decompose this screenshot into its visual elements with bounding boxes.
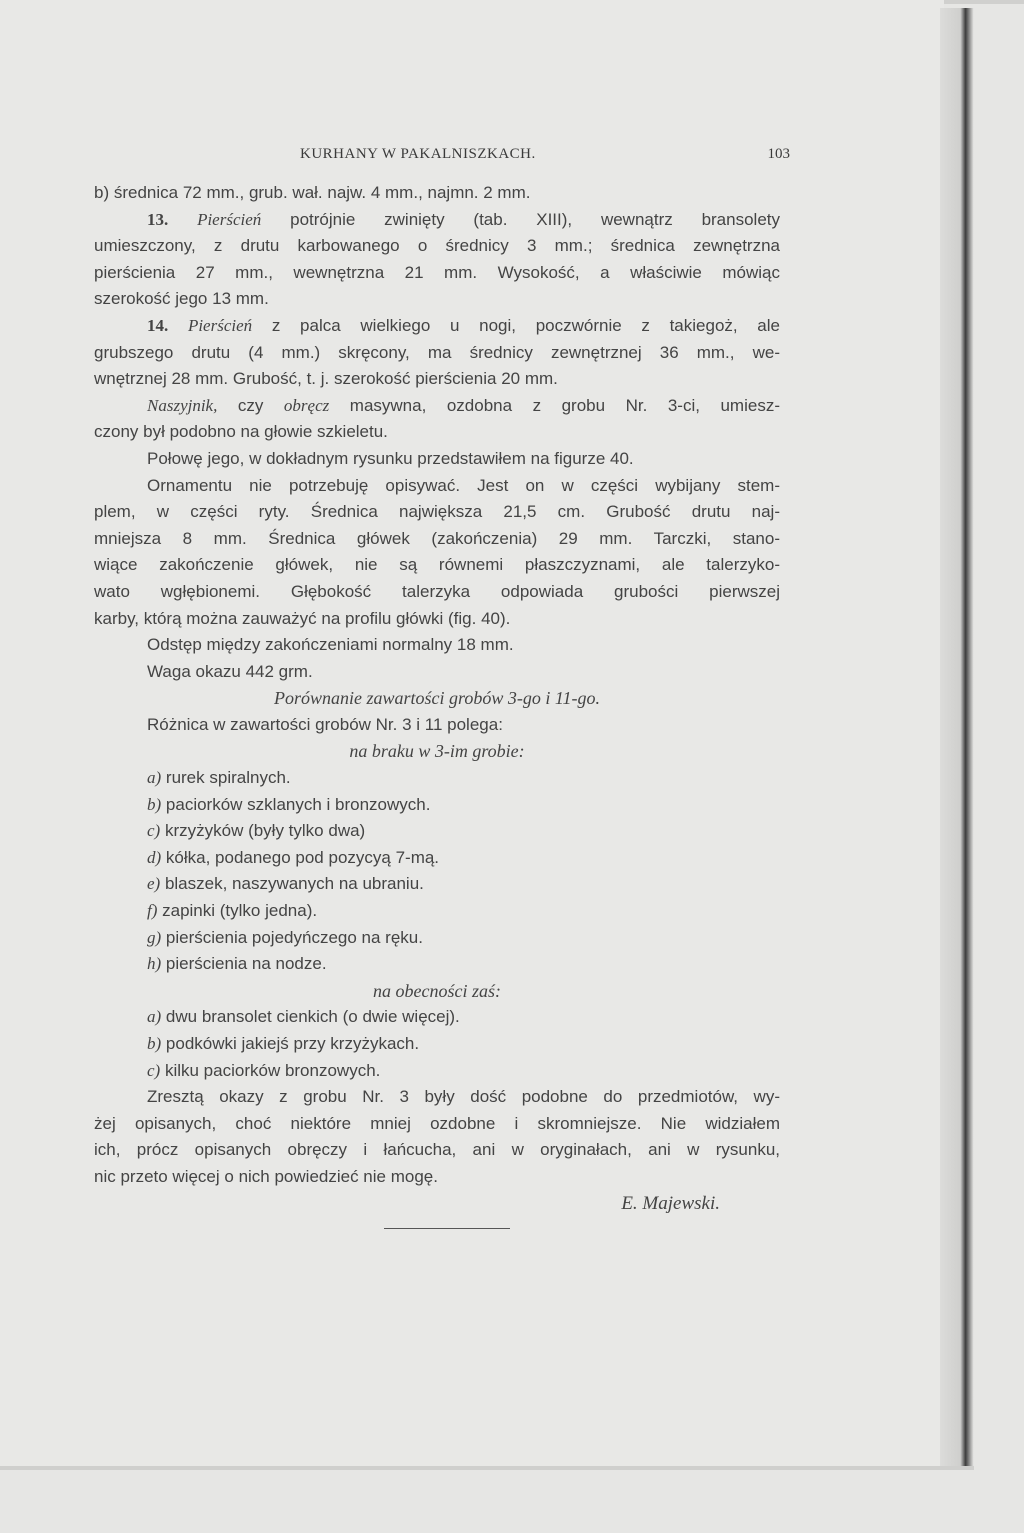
paragraph-text: czy	[237, 395, 264, 415]
item-term: obręcz	[283, 395, 330, 415]
list-item-letter: f)	[147, 901, 158, 921]
list-item-letter: e)	[147, 874, 161, 894]
paragraph-line: Połowę jego, w dokładnym rysunku przedstawiłem na figurze 40.	[147, 448, 634, 468]
list-item-text: krzyżyków (były tylko dwa)	[164, 821, 366, 841]
list-item	[94, 1058, 780, 1085]
list-item-text: pierścienia pojedyńczego na ręku.	[165, 927, 423, 947]
list-item-text: paciorków szklanych i bronzowych.	[165, 794, 431, 814]
paragraph-text: z palca wielkiego u nogi, poczwórnie z takiegoż, ale	[271, 315, 780, 335]
body-text	[94, 180, 780, 1217]
paragraph-line: wato wgłębionemi. Głębokość talerzyka odpowiada grubości pierwszej	[94, 581, 780, 601]
paragraph-line: Odstęp między zakończeniami normalny 18 mm.	[147, 635, 514, 655]
list-item-text: blaszek, naszywanych na ubraniu.	[164, 874, 424, 894]
list-item-letter: c)	[147, 821, 161, 841]
list-item-letter: c)	[147, 1060, 161, 1080]
item-term: Naszyjnik,	[147, 395, 218, 415]
list-item-letter: h)	[147, 954, 162, 974]
list-item	[94, 792, 780, 819]
item-term: Pierścień	[187, 315, 253, 335]
list-item	[94, 1031, 780, 1058]
list-item	[94, 845, 780, 872]
list-item-letter: d)	[147, 847, 162, 867]
page-number: 103	[767, 146, 790, 162]
paragraph-line: b) średnica 72 mm., grub. wał. najw. 4 mm., najmn. 2 mm.	[94, 183, 531, 202]
paragraph-line: żej opisanych, choć niektóre mniej ozdobne i skromniejsze. Nie widziałem	[94, 1113, 780, 1133]
list-item-text: dwu bransolet cienkich (o dwie więcej).	[165, 1007, 460, 1027]
list-item-letter: a)	[147, 768, 162, 788]
list-item	[94, 1004, 780, 1031]
paragraph-line: wiące zakończenie główek, nie są równemi płaszczyznami, ale talerzyko-	[94, 555, 780, 575]
list-item-letter: g)	[147, 927, 162, 947]
paragraph-line: nic przeto więcej o nich powiedzieć nie mogę.	[94, 1166, 438, 1186]
paragraph-line	[94, 207, 780, 234]
list-item-text: kółka, podanego pod pozycyą 7-mą.	[165, 847, 440, 867]
paragraph-text: potrójnie zwinięty (tab. XIII), wewnątrz bransolety	[290, 209, 781, 229]
paragraph-line: Ornamentu nie potrzebuję opisywać. Jest on w części wybijany stem-	[147, 475, 780, 495]
list-item	[94, 765, 780, 792]
paragraph-line: plem, w części ryty. Średnica największa 21,5 cm. Grubość drutu naj-	[94, 502, 780, 522]
list-item-text: podkówki jakiejś przy krzyżykach.	[165, 1034, 420, 1053]
paragraph-line	[94, 393, 780, 420]
list-missing	[94, 765, 780, 978]
page-header	[300, 146, 790, 168]
item-term: Pierścień	[197, 209, 262, 229]
paragraph-line: czony był podobno na głowie szkieletu.	[94, 422, 388, 442]
list-item-text: zapinki (tylko jedna).	[162, 901, 318, 921]
paragraph-text: masywna, ozdobna z grobu Nr. 3-ci, umiesz-	[349, 395, 780, 415]
list-item	[94, 925, 780, 952]
paragraph-line: karby, którą można zauważyć na profilu główki (fig. 40).	[94, 608, 511, 628]
list-item-text: kilku paciorków bronzowych.	[164, 1060, 381, 1080]
paragraph-line: szerokość jego 13 mm.	[94, 289, 269, 309]
item-number: 14.	[147, 315, 169, 335]
list-item-letter: b)	[147, 794, 162, 814]
paragraph-line: wnętrznej 28 mm. Grubość, t. j. szerokość pierścienia 20 mm.	[94, 369, 558, 389]
closing-rule	[384, 1228, 510, 1229]
section-heading: Porównanie zawartości grobów 3-go i 11-go.	[273, 688, 600, 709]
page-bottom-edge	[0, 1466, 974, 1470]
paragraph-line: mniejsza 8 mm. Średnica główek (zakończenia) 29 mm. Tarczki, stano-	[94, 528, 780, 548]
paragraph-line: grubszego drutu (4 mm.) skręcony, ma średnicy zewnętrznej 36 mm., we-	[94, 342, 780, 362]
paragraph-line: Waga okazu 442 grm.	[147, 661, 313, 681]
signature: E. Majewski.	[621, 1192, 720, 1214]
list-present	[94, 1004, 780, 1084]
subheading: na braku w 3-im grobie:	[349, 741, 525, 762]
list-item-letter: b)	[147, 1034, 162, 1053]
paragraph-line: umieszczony, z drutu karbowanego o średnicy 3 mm.; średnica zewnętrzna	[94, 236, 780, 256]
paragraph-line: pierścienia 27 mm., wewnętrzna 21 mm. Wysokość, a właściwie mówiąc	[94, 262, 780, 282]
list-item-text: pierścienia na nodze.	[165, 954, 327, 974]
page-gutter-shadow	[940, 8, 974, 1468]
list-item	[94, 951, 780, 978]
list-item	[94, 871, 780, 898]
paragraph-line: Zresztą okazy z grobu Nr. 3 były dość podobne do przedmiotów, wy-	[147, 1087, 780, 1107]
list-item	[94, 818, 780, 845]
list-item	[94, 898, 780, 925]
paragraph-line: Różnica w zawartości grobów Nr. 3 i 11 polega:	[147, 714, 503, 734]
paragraph-line: ich, prócz opisanych obręczy i łańcucha, ani w oryginałach, ani w rysunku,	[94, 1140, 780, 1160]
list-item-text: rurek spiralnych.	[165, 768, 291, 788]
running-title: KURHANY W PAKALNISZKACH.	[300, 146, 536, 162]
item-number: 13.	[147, 209, 169, 229]
subheading: na obecności zaś:	[373, 980, 501, 1001]
paragraph-line	[94, 313, 780, 340]
list-item-letter: a)	[147, 1007, 162, 1027]
